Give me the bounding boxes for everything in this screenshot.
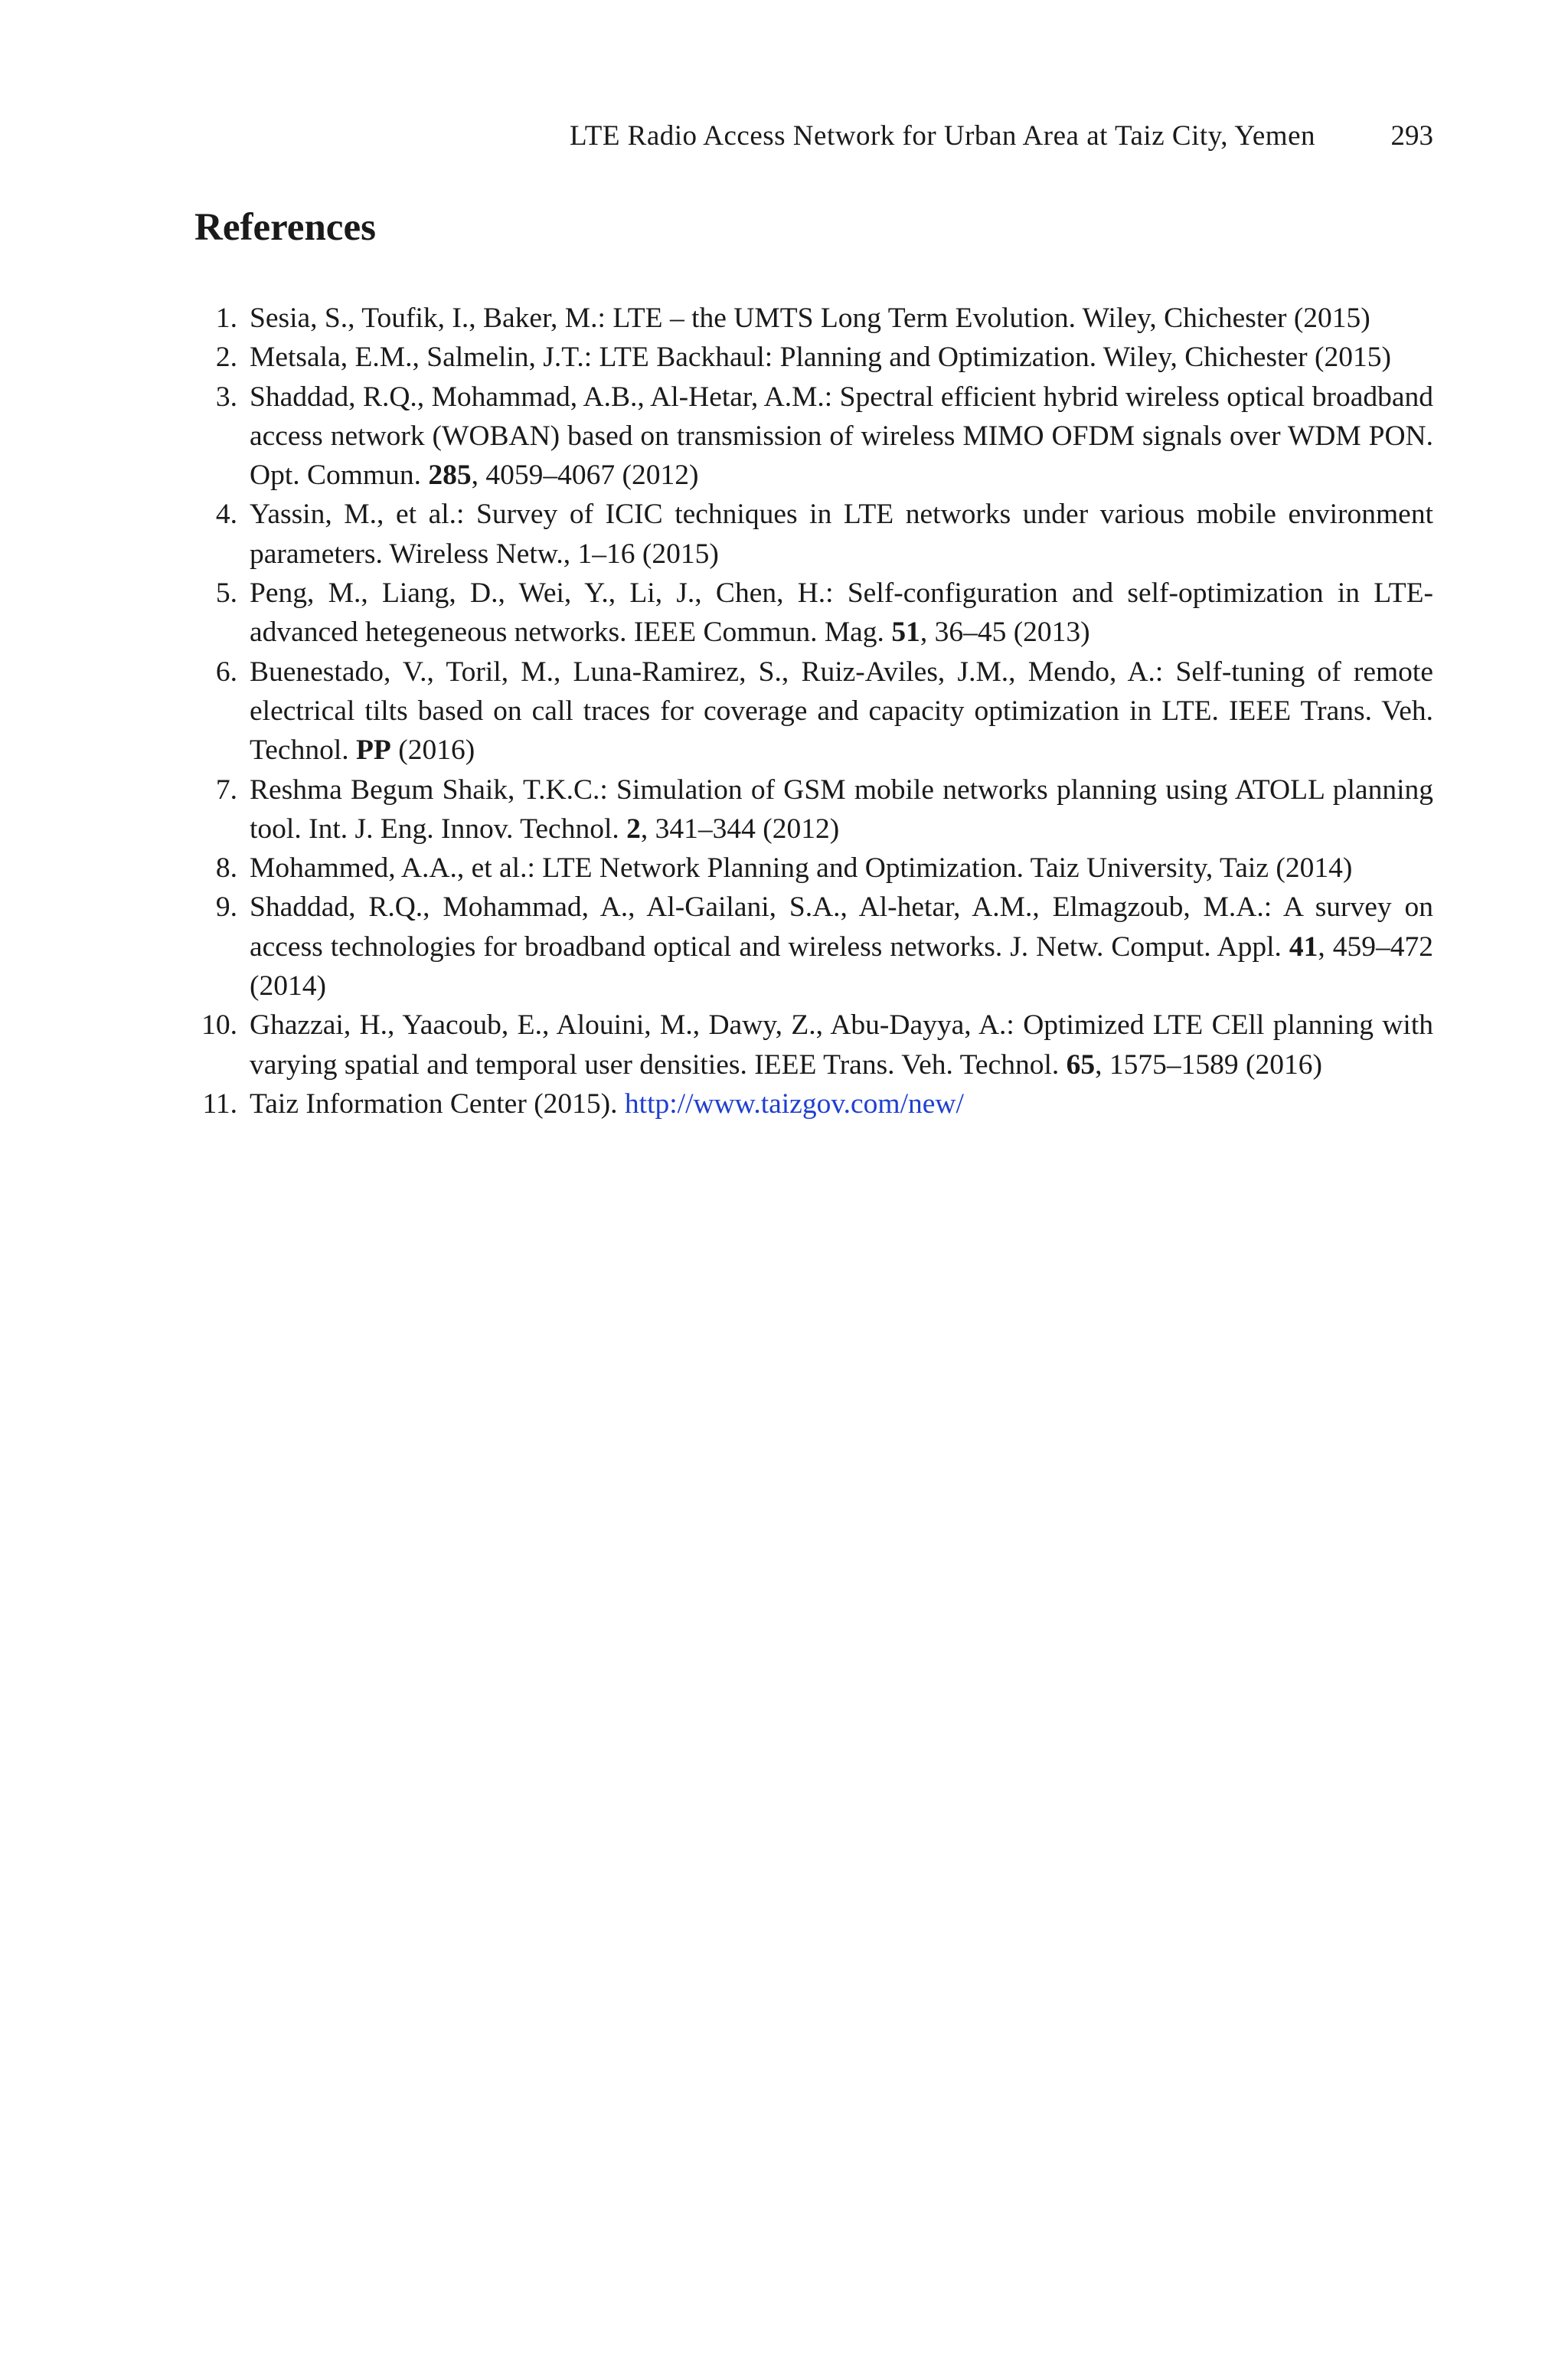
reference-volume: 41: [1289, 931, 1318, 963]
reference-item: [194, 653, 1433, 770]
reference-number: 4.: [215, 499, 237, 531]
reference-volume: 51: [891, 617, 920, 649]
reference-pages: , 341–344 (2012): [640, 813, 840, 845]
reference-volume: 285: [428, 460, 472, 492]
reference-number: 8.: [215, 852, 237, 885]
reference-volume: 65: [1066, 1048, 1096, 1081]
reference-number: 6.: [215, 656, 237, 688]
reference-text: Shaddad, R.Q., Mohammad, A.B., Al-Hetar, A.M.: Spectral efficient hybrid wireless optical broadband access network (WOBAN) based on transmission of wireless MIMO OFDM signals over WDM PON. Opt. Commun.: [250, 381, 1433, 492]
reference-text: Mohammed, A.A., et al.: LTE Network Planning and Optimization. Taiz University, Taiz (2014): [250, 852, 1353, 885]
reference-text: Peng, M., Liang, D., Wei, Y., Li, J., Chen, H.: Self-configuration and self-optimization in LTE-advanced hetegeneous networks. IEEE Commun. Mag.: [250, 577, 1433, 649]
reference-text: Metsala, E.M., Salmelin, J.T.: LTE Backhaul: Planning and Optimization. Wiley, Chichester (2015): [250, 342, 1391, 374]
running-head: [459, 113, 1433, 159]
reference-item: [194, 338, 1433, 377]
reference-number: 1.: [215, 303, 237, 334]
running-head-title: LTE Radio Access Network for Urban Area at Taiz City, Yemen: [570, 120, 1315, 152]
reference-text: Yassin, M., et al.: Survey of ICIC techniques in LTE networks under various mobile environment parameters. Wireless Netw., 1–16 (2015): [250, 499, 1433, 570]
reference-item: [194, 1006, 1433, 1084]
reference-text: Reshma Begum Shaik, T.K.C.: Simulation of GSM mobile networks planning using ATOLL planning tool. Int. J. Eng. Innov. Technol.: [250, 774, 1433, 845]
reference-text: Buenestado, V., Toril, M., Luna-Ramirez, S., Ruiz-Aviles, J.M., Mendo, A.: Self-tuning of remote electrical tilts based on call traces for coverage and capacity optimization in LTE. IEEE Trans. Veh. Technol.: [250, 656, 1433, 767]
reference-text: Sesia, S., Toufik, I., Baker, M.: LTE – the UMTS Long Term Evolution. Wiley, Chichester (2015): [250, 303, 1370, 334]
reference-item: [194, 378, 1433, 496]
reference-list: [194, 299, 1433, 1124]
reference-number: 11.: [202, 1088, 237, 1120]
reference-pages: , 4059–4067 (2012): [471, 460, 699, 492]
reference-pages: , 1575–1589 (2016): [1095, 1048, 1322, 1081]
reference-item: [194, 574, 1433, 653]
reference-item: [194, 495, 1433, 574]
reference-number: 9.: [215, 891, 237, 924]
reference-volume: PP: [356, 734, 391, 767]
reference-text: Shaddad, R.Q., Mohammad, A., Al-Gailani, S.A., Al-hetar, A.M., Elmagzoub, M.A.: A survey on access technologies for broadband optical and wireless networks. J. Netw. Comput. Appl.: [250, 891, 1433, 963]
reference-text: Ghazzai, H., Yaacoub, E., Alouini, M., Dawy, Z., Abu-Dayya, A.: Optimized LTE CEll planning with varying spatial and temporal user densities. IEEE Trans. Veh. Technol.: [250, 1009, 1433, 1081]
reference-number: 7.: [215, 774, 237, 806]
reference-number: 2.: [215, 342, 237, 374]
reference-number: 3.: [215, 381, 237, 413]
reference-text: Taiz Information Center (2015).: [250, 1088, 625, 1120]
reference-link[interactable]: http://www.taizgov.com/new/: [624, 1088, 964, 1120]
reference-item: [194, 849, 1433, 888]
reference-item: [194, 888, 1433, 1006]
reference-number: 10.: [201, 1009, 237, 1042]
page-number: 293: [1390, 120, 1433, 152]
reference-volume: 2: [626, 813, 641, 845]
section-heading: References: [194, 206, 376, 249]
reference-number: 5.: [215, 577, 237, 610]
reference-item: [194, 299, 1433, 338]
reference-pages: , 36–45 (2013): [920, 617, 1090, 649]
reference-item: [194, 770, 1433, 849]
reference-pages: , 459–472 (2014): [250, 931, 1433, 1003]
reference-pages: (2016): [390, 734, 475, 767]
reference-item: [194, 1084, 1433, 1124]
